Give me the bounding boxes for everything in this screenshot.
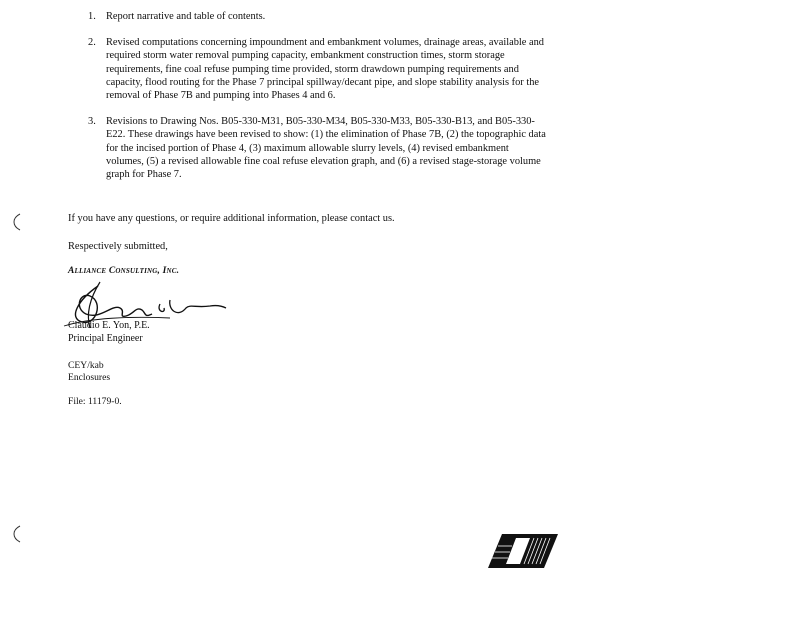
- list-item-number: 1.: [88, 11, 96, 22]
- enclosure-list: [68, 10, 548, 194]
- list-item: [68, 115, 548, 181]
- received-stamp-graphic: [486, 532, 560, 570]
- company-name: Alliance Consulting, Inc.: [68, 266, 180, 276]
- file-reference: File: 11179-0.: [68, 396, 122, 407]
- typist-initials: CEY/kab: [68, 360, 104, 371]
- list-item-text: Revisions to Drawing Nos. B05-330-M31, B05-330-M34, B05-330-M33, B05-330-B13, and B05-330-E22. These drawings have been revised to show: (1) the elimination of Phase 7B, (2) the topographic data for the incised portion of Phase 4, (3) maximum allowable slurry levels, (4) revised embankment volumes, (5) a revised allowable fine coal refuse elevation graph, and (6) a revised stage-storage volume graph for Phase 7.: [106, 116, 546, 181]
- list-item-number: 2.: [88, 37, 96, 49]
- hole-punch-mark: [10, 212, 24, 232]
- list-item-text: Report narrative and table of contents.: [106, 11, 266, 22]
- closing-paragraph: If you have any questions, or require additional information, please contact us.: [68, 213, 395, 224]
- signer-title: Principal Engineer: [68, 333, 143, 344]
- list-item: [68, 10, 548, 23]
- hole-punch-mark: [10, 524, 24, 544]
- salutation: Respectively submitted,: [68, 241, 168, 252]
- list-item: [68, 36, 548, 102]
- signer-name: Claudio E. Yon, P.E.: [68, 320, 150, 331]
- list-item-number: 3.: [88, 116, 96, 128]
- list-item-text: Revised computations concerning impoundment and embankment volumes, drainage areas, available and required storm water removal pumping capacity, embankment construction times, storm storage requirements, fine coal refuse pumping time provided, storm drawdown pumping requirements and capacity, flood routing for the Phase 7 principal spillway/decant pipe, and slope stability analysis for the removal of Phase 7B and pumping into Phases 4 and 6.: [106, 37, 545, 102]
- enclosures-note: Enclosures: [68, 372, 111, 383]
